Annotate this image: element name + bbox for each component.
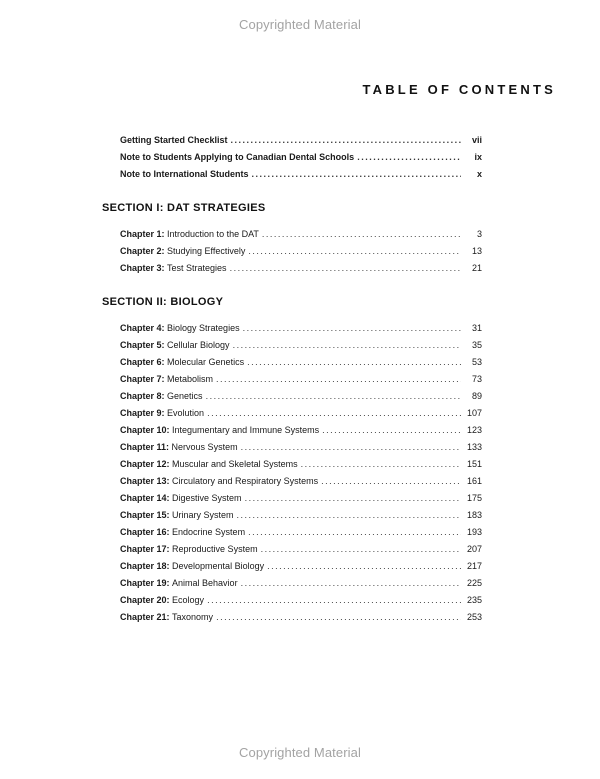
entry-page: 193	[466, 527, 482, 537]
entry-title: Note to Students Applying to Canadian Dental Schools	[120, 152, 355, 162]
dot-leader	[248, 243, 461, 260]
toc-entry[interactable]	[120, 166, 482, 183]
dot-leader	[231, 132, 461, 149]
entry-page: 217	[466, 561, 482, 571]
entry-page: 3	[476, 229, 482, 239]
toc-entry[interactable]	[120, 149, 482, 166]
toc-entry[interactable]	[120, 371, 482, 388]
chapter-number: Chapter 6:	[120, 357, 165, 367]
dot-leader	[241, 575, 461, 592]
section-heading: SECTION I: DAT STRATEGIES	[102, 202, 266, 214]
entry-title: Metabolism	[167, 374, 214, 384]
chapter-number: Chapter 3:	[120, 263, 165, 273]
entry-title: Circulatory and Respiratory Systems	[172, 476, 319, 486]
entry-page: 207	[466, 544, 482, 554]
toc-entry[interactable]	[120, 354, 482, 371]
chapter-number: Chapter 7:	[120, 374, 165, 384]
entry-title: Molecular Genetics	[167, 357, 245, 367]
dot-leader	[321, 473, 461, 490]
toc-entry[interactable]	[120, 422, 482, 439]
entry-title: Ecology	[172, 595, 205, 605]
dot-leader	[248, 524, 461, 541]
dot-leader	[207, 405, 461, 422]
entry-title: Introduction to the DAT	[167, 229, 259, 239]
entry-page: x	[476, 169, 482, 179]
chapter-number: Chapter 12:	[120, 459, 170, 469]
entry-page: 73	[471, 374, 482, 384]
entry-title: Studying Effectively	[167, 246, 246, 256]
toc-entry[interactable]	[120, 456, 482, 473]
chapter-number: Chapter 11:	[120, 442, 170, 452]
chapter-number: Chapter 18:	[120, 561, 170, 571]
entry-page: 123	[466, 425, 482, 435]
entry-title: Muscular and Skeletal Systems	[172, 459, 298, 469]
dot-leader	[357, 149, 461, 166]
entry-page: vii	[471, 135, 482, 145]
toc-entry[interactable]	[120, 405, 482, 422]
dot-leader	[247, 354, 461, 371]
entry-page: 175	[466, 493, 482, 503]
dot-leader	[267, 558, 461, 575]
entry-page: 107	[466, 408, 482, 418]
entry-title: Digestive System	[172, 493, 242, 503]
entry-title: Nervous System	[171, 442, 238, 452]
dot-leader	[301, 456, 461, 473]
dot-leader	[262, 226, 461, 243]
chapter-number: Chapter 5:	[120, 340, 165, 350]
entry-page: 53	[471, 357, 482, 367]
chapter-number: Chapter 8:	[120, 391, 165, 401]
entry-title: Genetics	[167, 391, 203, 401]
dot-leader	[243, 320, 461, 337]
toc-entry[interactable]	[120, 490, 482, 507]
toc-entry[interactable]	[120, 226, 482, 243]
entry-page: ix	[474, 152, 482, 162]
entry-title: Evolution	[167, 408, 205, 418]
dot-leader	[233, 337, 461, 354]
section-heading: SECTION II: BIOLOGY	[102, 296, 224, 308]
section-2-chapters	[120, 320, 482, 626]
dot-leader	[207, 592, 461, 609]
toc-entry[interactable]	[120, 558, 482, 575]
dot-leader	[261, 541, 461, 558]
entry-page: 183	[466, 510, 482, 520]
chapter-number: Chapter 21:	[120, 612, 170, 622]
dot-leader	[241, 439, 461, 456]
entry-title: Biology Strategies	[167, 323, 240, 333]
toc-entry[interactable]	[120, 507, 482, 524]
entry-title: Reproductive System	[172, 544, 258, 554]
dot-leader	[322, 422, 461, 439]
toc-entry[interactable]	[120, 260, 482, 277]
entry-page: 161	[466, 476, 482, 486]
entry-title: Integumentary and Immune Systems	[172, 425, 320, 435]
dot-leader	[252, 166, 461, 183]
toc-entry[interactable]	[120, 473, 482, 490]
watermark-top: Copyrighted Material	[239, 17, 361, 32]
toc-entry[interactable]	[120, 337, 482, 354]
toc-entry[interactable]	[120, 132, 482, 149]
entry-title: Test Strategies	[167, 263, 227, 273]
entry-page: 133	[466, 442, 482, 452]
entry-page: 35	[471, 340, 482, 350]
dot-leader	[206, 388, 461, 405]
chapter-number: Chapter 15:	[120, 510, 170, 520]
chapter-number: Chapter 13:	[120, 476, 170, 486]
entry-title: Getting Started Checklist	[120, 135, 228, 145]
entry-page: 225	[466, 578, 482, 588]
chapter-number: Chapter 20:	[120, 595, 170, 605]
toc-entry[interactable]	[120, 439, 482, 456]
section-1-chapters	[120, 226, 482, 277]
chapter-number: Chapter 1:	[120, 229, 165, 239]
front-matter-list	[120, 132, 482, 183]
chapter-number: Chapter 17:	[120, 544, 170, 554]
entry-title: Urinary System	[172, 510, 234, 520]
entry-title: Note to International Students	[120, 169, 249, 179]
toc-entry[interactable]	[120, 575, 482, 592]
entry-page: 253	[466, 612, 482, 622]
dot-leader	[245, 490, 461, 507]
entry-title: Endocrine System	[172, 527, 246, 537]
chapter-number: Chapter 19:	[120, 578, 170, 588]
entry-title: Developmental Biology	[172, 561, 265, 571]
toc-entry[interactable]	[120, 541, 482, 558]
entry-page: 13	[471, 246, 482, 256]
dot-leader	[230, 260, 461, 277]
chapter-number: Chapter 14:	[120, 493, 170, 503]
toc-entry[interactable]	[120, 592, 482, 609]
entry-page: 31	[471, 323, 482, 333]
dot-leader	[216, 609, 461, 626]
chapter-number: Chapter 4:	[120, 323, 165, 333]
dot-leader	[216, 371, 461, 388]
toc-entry[interactable]	[120, 320, 482, 337]
entry-page: 235	[466, 595, 482, 605]
chapter-number: Chapter 2:	[120, 246, 165, 256]
entry-title: Cellular Biology	[167, 340, 230, 350]
toc-entry[interactable]	[120, 524, 482, 541]
chapter-number: Chapter 10:	[120, 425, 170, 435]
toc-entry[interactable]	[120, 388, 482, 405]
entry-page: 21	[471, 263, 482, 273]
entry-title: Animal Behavior	[172, 578, 238, 588]
chapter-number: Chapter 9:	[120, 408, 165, 418]
page-title: TABLE OF CONTENTS	[362, 82, 556, 97]
dot-leader	[237, 507, 461, 524]
entry-page: 151	[466, 459, 482, 469]
chapter-number: Chapter 16:	[120, 527, 170, 537]
entry-title: Taxonomy	[172, 612, 214, 622]
entry-page: 89	[471, 391, 482, 401]
watermark-bottom: Copyrighted Material	[239, 745, 361, 760]
toc-entry[interactable]	[120, 609, 482, 626]
toc-entry[interactable]	[120, 243, 482, 260]
